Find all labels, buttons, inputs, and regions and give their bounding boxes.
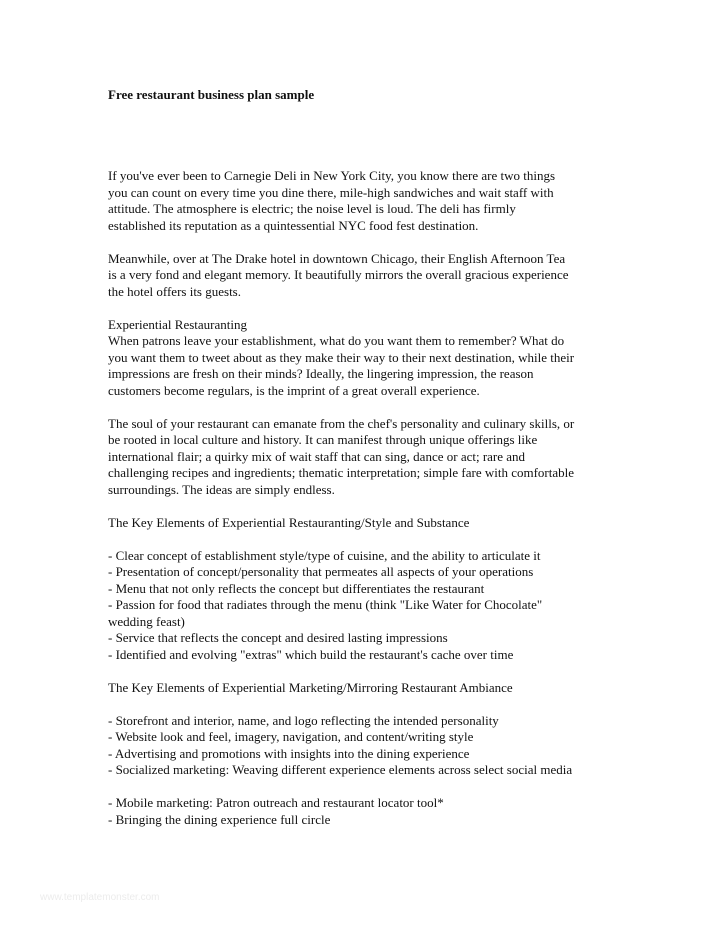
paragraph-gap: [108, 300, 628, 317]
text-line: If you've ever been to Carnegie Deli in New York City, you know there are two things: [108, 168, 556, 183]
paragraph-gap: [108, 779, 628, 796]
text-line: - Socialized marketing: Weaving different experience elements across select social media: [108, 762, 573, 777]
text-line: you can count on every time you dine there, mile-high sandwiches and wait staff with: [108, 184, 554, 200]
text-line: - Service that reflects the concept and desired lasting impressions: [108, 630, 448, 645]
text-line: The Key Elements of Experiential Restauranting/Style and Substance: [108, 514, 470, 530]
text-line: The Key Elements of Experiential Marketing/Mirroring Restaurant Ambiance: [108, 679, 513, 695]
text-line: - Website look and feel, imagery, navigation, and content/writing style: [108, 729, 474, 744]
text-line: Experiential Restauranting: [108, 316, 247, 332]
text-line: the hotel offers its guests.: [108, 283, 241, 299]
paragraph-gap: [108, 234, 628, 251]
document-body: [108, 168, 628, 828]
text-line: attitude. The atmosphere is electric; the noise level is loud. The deli has firmly: [108, 201, 516, 216]
text-line: impressions are fresh on their minds? Ideally, the lingering impression, the reason: [108, 366, 534, 381]
document-title: Free restaurant business plan sample: [108, 87, 315, 102]
text-line: - Bringing the dining experience full circle: [108, 811, 331, 827]
text-line: - Menu that not only reflects the concept but differentiates the restaurant: [108, 580, 485, 596]
text-line: customers become regulars, is the imprint of a great overall experience.: [108, 382, 480, 398]
text-line: wedding feast): [108, 613, 185, 629]
text-line: Meanwhile, over at The Drake hotel in downtown Chicago, their English Afternoon Tea: [108, 250, 566, 266]
paragraph-gap: [108, 696, 628, 713]
paragraph-gap: [108, 498, 628, 515]
paragraph-gap: [108, 663, 628, 680]
text-line: When patrons leave your establishment, what do you want them to remember? What do: [108, 333, 565, 348]
text-line: - Storefront and interior, name, and logo reflecting the intended personality: [108, 712, 499, 728]
text-line: The soul of your restaurant can emanate from the chef's personality and culinary skills, or: [108, 415, 575, 431]
text-line: international flair; a quirky mix of wait staff that can sing, dance or act; rare and: [108, 448, 526, 464]
text-line: - Passion for food that radiates through the menu (think "Like Water for Chocolate": [108, 597, 543, 612]
text-line: - Identified and evolving "extras" which build the restaurant's cache over time: [108, 646, 514, 662]
text-line: surroundings. The ideas are simply endless.: [108, 481, 335, 497]
text-line: established its reputation as a quintessential NYC food fest destination.: [108, 217, 479, 233]
paragraph-gap: [108, 531, 628, 548]
text-line: you want them to tweet about as they make their way to their next destination, while their: [108, 349, 575, 365]
text-line: - Mobile marketing: Patron outreach and restaurant locator tool*: [108, 795, 444, 810]
text-line: - Clear concept of establishment style/type of cuisine, and the ability to articulate it: [108, 547, 541, 563]
text-line: - Advertising and promotions with insights into the dining experience: [108, 745, 470, 761]
text-line: be rooted in local culture and history. It can manifest through unique offerings like: [108, 432, 538, 447]
text-line: challenging recipes and ingredients; thematic interpretation; simple fare with comfortable: [108, 465, 575, 480]
paragraph-gap: [108, 399, 628, 416]
watermark: www.templatemonster.com: [40, 892, 160, 903]
text-line: - Presentation of concept/personality that permeates all aspects of your operations: [108, 564, 534, 579]
text-line: is a very fond and elegant memory. It beautifully mirrors the overall gracious experience: [108, 267, 569, 282]
